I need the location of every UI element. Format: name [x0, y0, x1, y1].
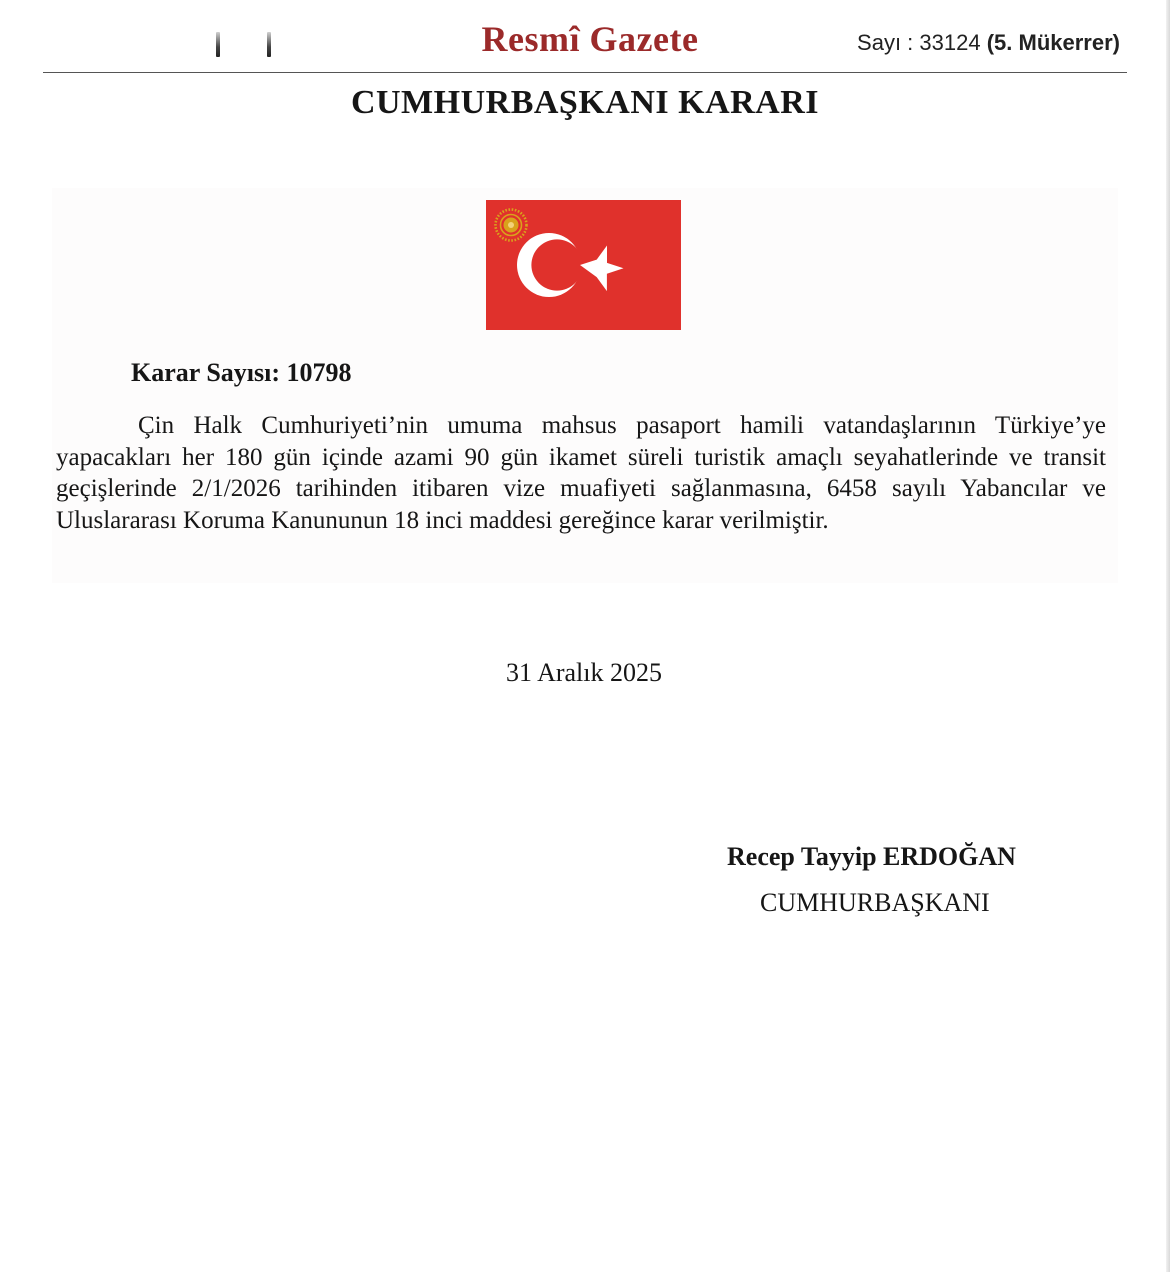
signatory-name: Recep Tayyip ERDOĞAN — [727, 842, 1016, 871]
binding-mark — [216, 32, 220, 57]
signatory-title: CUMHURBAŞKANI — [760, 888, 990, 917]
issue-suffix: (5. Mükerrer) — [986, 30, 1120, 55]
decision-heading: CUMHURBAŞKANI KARARI — [350, 84, 820, 121]
header-binding-marks — [212, 30, 282, 60]
decision-date: 31 Aralık 2025 — [506, 658, 662, 687]
turkish-flag-with-presidential-seal-icon — [486, 200, 681, 330]
page-edge — [1166, 0, 1170, 1272]
binding-mark — [267, 32, 271, 57]
issue-info — [857, 30, 1120, 56]
decision-number: Karar Sayısı: 10798 — [131, 358, 352, 387]
gazette-title: Resmî Gazete — [481, 19, 699, 59]
header-divider — [43, 72, 1127, 73]
issue-number: Sayı : 33124 — [857, 30, 981, 55]
decision-body-text: Çin Halk Cumhuriyeti’nin umuma mahsus pasaport hamili vatandaşlarının Türkiye’ye yapacakları her 180 gün içinde azami 90 gün ikamet süreli turistik amaçlı seyahatlerinde ve transit geçişlerinde 2/1/2026 tarihinden itibaren vize muafiyeti sağlanmasına, 6458 sayılı Yabancılar ve Uluslararası Koruma Kanununun 18 inci maddesi gereğince karar verilmiştir. — [56, 412, 1106, 534]
